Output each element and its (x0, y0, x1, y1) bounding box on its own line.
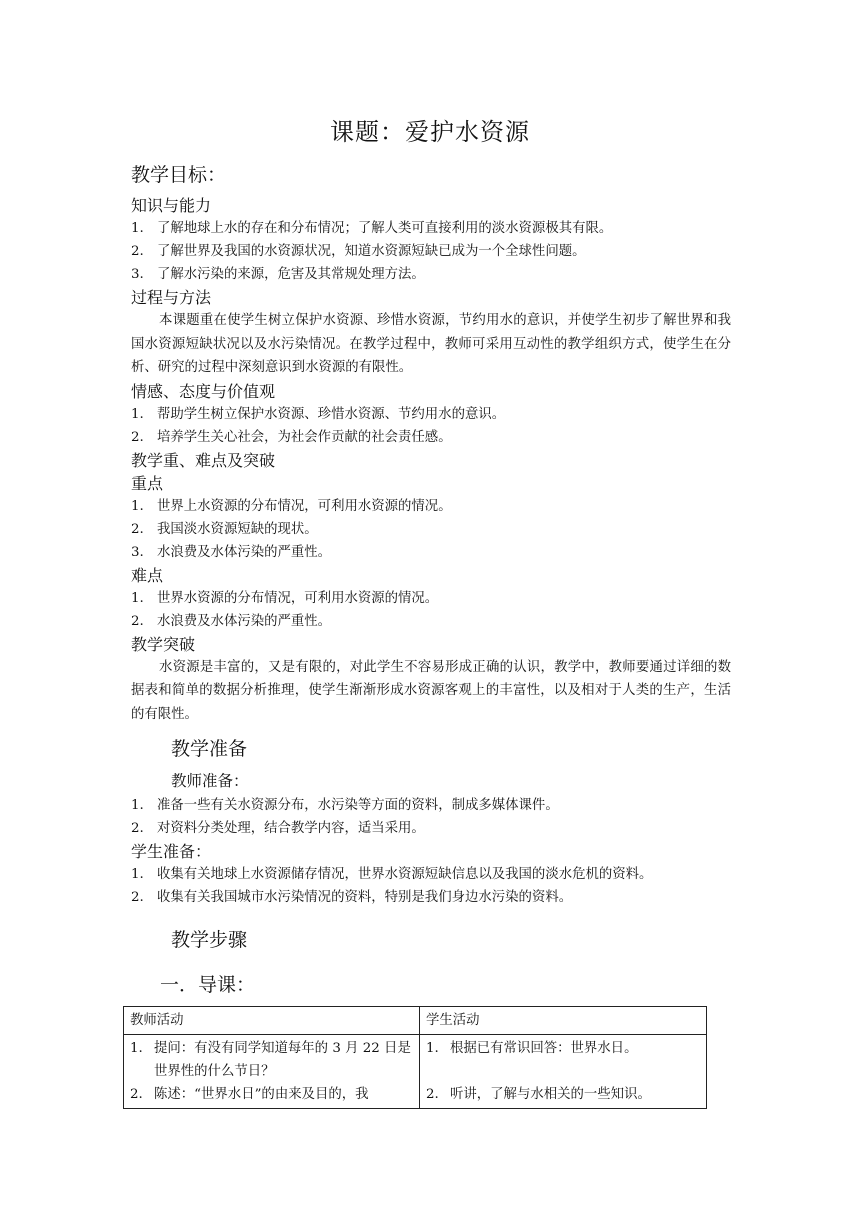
list-number: 3. (131, 544, 144, 560)
col-teacher-header: 教师活动 (124, 1007, 420, 1035)
table-row (124, 1035, 707, 1109)
list-number: 1. (130, 1041, 143, 1056)
list-text: 水浪费及水体污染的严重性。 (157, 613, 332, 629)
list-number: 1. (131, 798, 144, 813)
list-item (131, 794, 731, 817)
list-text: 陈述：“世界水日”的由来及目的，我 (154, 1087, 369, 1102)
teacher-activity-cell (124, 1035, 420, 1109)
list-item (131, 886, 731, 909)
list-item (131, 426, 731, 449)
list-number: 2. (131, 521, 144, 537)
list-item (131, 518, 731, 541)
difficulty-heading: 难点 (131, 565, 164, 585)
process-paragraph: 本课题重在使学生树立保护水资源、珍惜水资源，节约用水的意识，并使学生初步了解世界和我国水资源短缺状况以及水污染情况。在教学过程中，教师可采用互动性的教学组织方式，使学生在分析、研究的过程中深刻意识到水资源的有限性。 (131, 313, 731, 375)
list-number: 1. (426, 1041, 439, 1056)
list-number: 1. (131, 590, 144, 606)
list-number: 1. (131, 867, 144, 882)
list-text: 水浪费及水体污染的严重性。 (157, 544, 332, 560)
list-text: 世界上水资源的分布情况，可利用水资源的情况。 (157, 498, 452, 514)
list-item (131, 495, 731, 518)
list-text: 了解水污染的来源，危害及其常规处理方法。 (157, 267, 425, 282)
intro-heading: 一．导课： (160, 974, 256, 996)
list-item (131, 541, 731, 564)
cell-list-item (130, 1037, 413, 1083)
list-text: 了解地球上水的存在和分布情况；了解人类可直接利用的淡水资源极其有限。 (157, 221, 613, 236)
steps-heading: 教学步骤 (171, 929, 248, 951)
list-text: 世界水资源的分布情况，可利用水资源的情况。 (157, 590, 439, 606)
lesson-title: 课题：爱护水资源 (330, 118, 530, 146)
objectives-content (131, 194, 731, 909)
teacher-prep-heading: 教师准备： (171, 772, 249, 790)
list-number: 2. (131, 429, 144, 445)
list-number: 1. (131, 221, 144, 236)
list-text: 培养学生关心社会，为社会作贡献的社会责任感。 (157, 429, 452, 445)
list-number: 2. (426, 1087, 439, 1102)
list-text: 准备一些有关水资源分布，水污染等方面的资料，制成多媒体课件。 (157, 798, 559, 813)
list-item (131, 403, 731, 426)
breakthrough-paragraph: 水资源是丰富的，又是有限的，对此学生不容易形成正确的认识，教学中，教师要通过详细的数据表和简单的数据分析推理，使学生渐渐形成水资源客观上的丰富性，以及相对于人类的生产，生活的有限性。 (131, 659, 731, 722)
list-item (131, 263, 731, 286)
list-item (131, 863, 731, 886)
list-number: 1. (131, 406, 144, 422)
list-text: 帮助学生树立保护水资源、珍惜水资源、节约用水的意识。 (157, 406, 506, 422)
preparation-heading: 教学准备 (171, 738, 248, 760)
list-number: 2. (131, 890, 144, 905)
list-text: 收集有关我国城市水污染情况的资料，特别是我们身边水污染的资料。 (157, 890, 573, 905)
list-item (131, 217, 731, 240)
keypoints-heading: 教学重、难点及突破 (131, 450, 276, 470)
list-text: 根据已有常识回答：世界水日。 (450, 1041, 638, 1056)
cell-list-item (426, 1037, 700, 1060)
col-student-header: 学生活动 (420, 1007, 707, 1035)
breakthrough-heading: 教学突破 (131, 634, 196, 654)
student-activity-cell (420, 1035, 707, 1109)
list-text: 我国淡水资源短缺的现状。 (157, 521, 318, 537)
list-text: 了解世界及我国的水资源状况，知道水资源短缺已成为一个全球性问题。 (157, 244, 586, 259)
list-number: 2. (131, 244, 144, 259)
objectives-heading: 教学目标： (131, 164, 227, 186)
list-item (131, 610, 731, 633)
list-text: 对资料分类处理，结合教学内容，适当采用。 (157, 821, 425, 836)
activity-table (123, 1006, 707, 1109)
list-number: 2. (130, 1087, 143, 1102)
cell-list-item (130, 1083, 413, 1106)
list-number: 2. (131, 613, 144, 629)
process-heading: 过程与方法 (131, 288, 212, 307)
cell-list-item (426, 1083, 700, 1106)
list-text: 听讲，了解与水相关的一些知识。 (450, 1087, 651, 1102)
list-number: 2. (131, 821, 144, 836)
table-header-row (124, 1007, 707, 1035)
list-number: 1. (131, 498, 144, 514)
list-text: 收集有关地球上水资源储存情况，世界水资源短缺信息以及我国的淡水危机的资料。 (157, 867, 653, 882)
list-text: 提问：有没有同学知道每年的 3 月 22 日是世界性的什么节日？ (154, 1041, 411, 1079)
list-item (131, 587, 731, 610)
list-item (131, 240, 731, 263)
student-prep-heading: 学生准备： (131, 842, 212, 861)
list-number: 3. (131, 267, 144, 282)
list-item (131, 817, 731, 840)
focus-heading: 重点 (131, 473, 164, 493)
knowledge-heading: 知识与能力 (131, 196, 212, 215)
emotion-heading: 情感、态度与价值观 (131, 381, 276, 401)
